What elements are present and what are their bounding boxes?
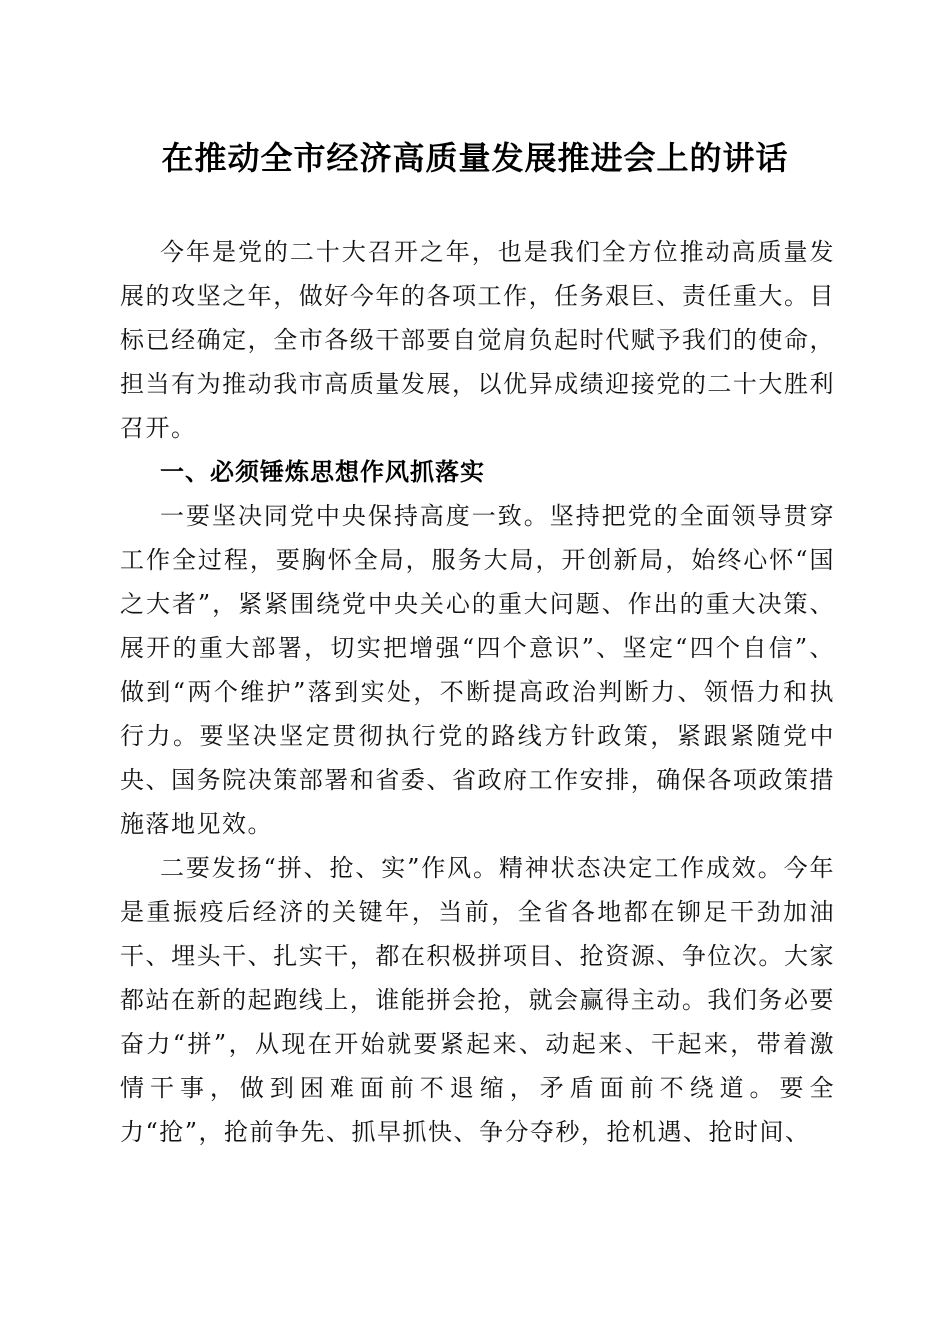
- section-paragraph-1: 一要坚决同党中央保持高度一致。坚持把党的全面领导贯穿工作全过程，要胸怀全局，服务大局，开创新局，始终心怀“国之大者”，紧紧围绕党中央关心的重大问题、作出的重大决策、展开的重大部署，切实把增强“四个意识”、坚定“四个自信”、做到“两个维护”落到实处，不断提高政治判断力、领悟力和执行力。要坚决坚定贯彻执行党的路线方针政策，紧跟紧随党中央、国务院决策部署和省委、省政府工作安排，确保各项政策措施落地见效。: [120, 502, 835, 838]
- intro-paragraph: 今年是党的二十大召开之年，也是我们全方位推动高质量发展的攻坚之年，做好今年的各项工作，任务艰巨、责任重大。目标已经确定，全市各级干部要自觉肩负起时代赋予我们的使命，担当有为推动我市高质量发展，以优异成绩迎接党的二十大胜利召开。: [120, 238, 835, 442]
- document-body: [120, 230, 835, 1154]
- section-paragraph-2: 二要发扬“拼、抢、实”作风。精神状态决定工作成效。今年是重振疫后经济的关键年，当前，全省各地都在铆足干劲加油干、埋头干、扎实干，都在积极拼项目、抢资源、争位次。大家都站在新的起跑线上，谁能拼会抢，就会赢得主动。我们务必要奋力“拼”，从现在开始就要紧起来、动起来、干起来，带着激情干事，做到困难面前不退缩，矛盾面前不绕道。要全力“抢”，抢前争先、抓早抓快、争分夺秒，抢机遇、抢时间、: [120, 854, 835, 1146]
- document-title: 在推动全市经济高质量发展推进会上的讲话: [161, 139, 789, 177]
- section-heading: 一、必须锤炼思想作风抓落实: [160, 458, 485, 486]
